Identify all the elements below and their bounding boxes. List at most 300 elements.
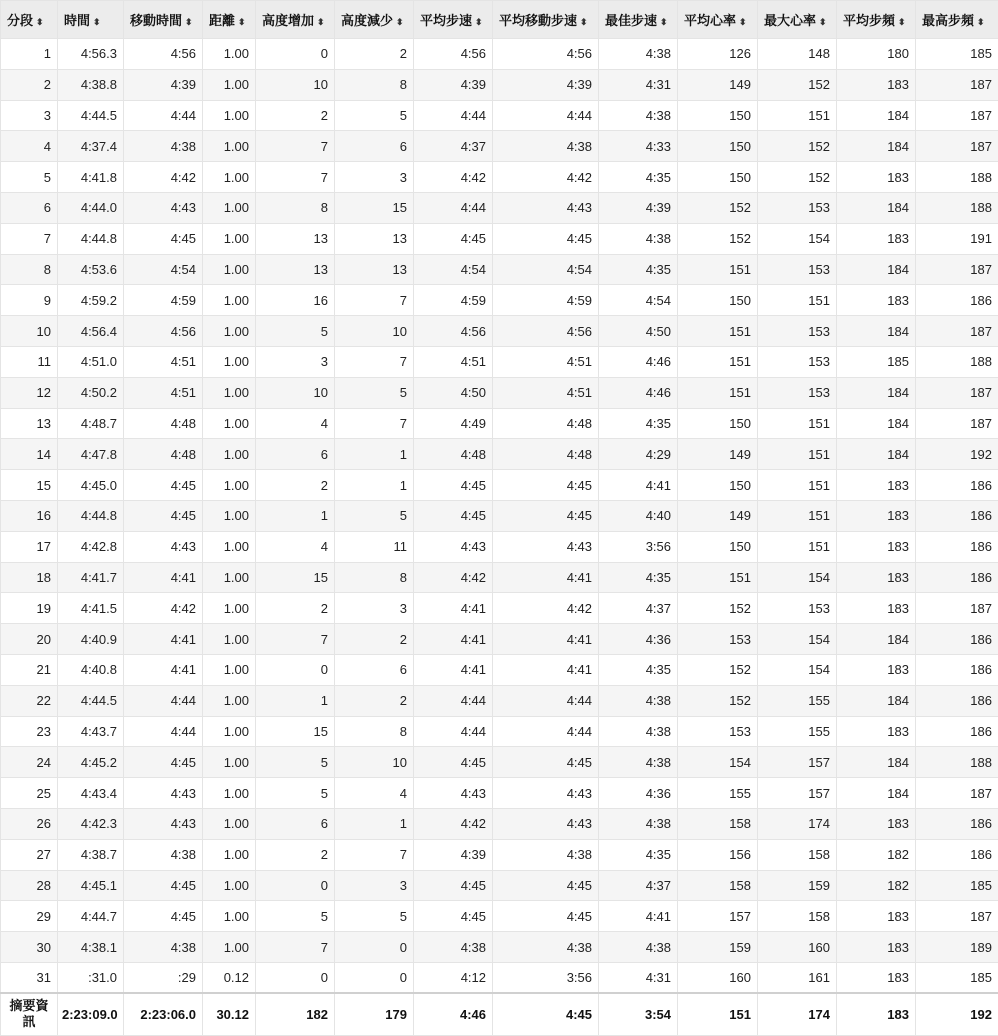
table-cell: 4:37: [599, 870, 678, 901]
table-cell: 1.00: [203, 100, 256, 131]
table-cell: 4:44: [414, 100, 493, 131]
table-cell: 15: [256, 716, 335, 747]
table-cell: 155: [758, 685, 837, 716]
table-cell: 160: [758, 932, 837, 963]
sort-arrows-icon[interactable]: ⬍: [36, 17, 44, 27]
table-cell: 174: [758, 808, 837, 839]
table-cell: 150: [678, 100, 758, 131]
table-cell: 10: [256, 377, 335, 408]
table-cell: 189: [916, 932, 998, 963]
table-cell: 17: [1, 531, 58, 562]
table-cell: 157: [758, 778, 837, 809]
table-cell: 151: [678, 377, 758, 408]
table-cell: 4:54: [599, 285, 678, 316]
table-cell: 4:41: [414, 624, 493, 655]
column-header-2[interactable]: [124, 1, 203, 39]
table-cell: 4:54: [124, 254, 203, 285]
summary-cell: 3:54: [599, 993, 678, 1035]
table-cell: 4:41: [124, 624, 203, 655]
table-cell: 5: [256, 747, 335, 778]
table-cell: 16: [1, 500, 58, 531]
table-cell: 183: [837, 808, 916, 839]
table-cell: 6: [335, 654, 414, 685]
table-cell: 3:56: [599, 531, 678, 562]
table-cell: 158: [678, 870, 758, 901]
column-header-label: 分段: [7, 13, 34, 28]
summary-row: [1, 993, 998, 1035]
table-cell: 151: [678, 254, 758, 285]
table-cell: 4:45: [124, 870, 203, 901]
table-cell: 183: [837, 932, 916, 963]
sort-arrows-icon[interactable]: ⬍: [660, 17, 668, 27]
table-cell: 153: [678, 624, 758, 655]
table-cell: 4:43: [414, 778, 493, 809]
table-cell: 4:38: [124, 932, 203, 963]
sort-arrows-icon[interactable]: ⬍: [185, 17, 193, 27]
table-cell: 4:56.3: [58, 39, 124, 70]
table-cell: 1.00: [203, 778, 256, 809]
table-row: [1, 685, 998, 716]
table-cell: 150: [678, 531, 758, 562]
table-cell: 152: [758, 131, 837, 162]
table-cell: 4:41: [493, 654, 599, 685]
table-cell: 4:45: [124, 223, 203, 254]
table-cell: 0.12: [203, 962, 256, 993]
table-cell: 4:29: [599, 439, 678, 470]
table-cell: 187: [916, 69, 998, 100]
table-cell: 2: [335, 685, 414, 716]
table-cell: 4:56: [414, 316, 493, 347]
table-cell: 148: [758, 39, 837, 70]
table-row: [1, 162, 998, 193]
table-cell: 4:41: [414, 654, 493, 685]
table-cell: 4:47.8: [58, 439, 124, 470]
table-cell: 186: [916, 716, 998, 747]
table-cell: 4:44: [493, 100, 599, 131]
table-cell: 4:43.4: [58, 778, 124, 809]
table-cell: 182: [837, 870, 916, 901]
sort-arrows-icon[interactable]: ⬍: [475, 17, 483, 27]
table-cell: 183: [837, 470, 916, 501]
summary-cell: 174: [758, 993, 837, 1035]
column-header-label: 高度減少: [341, 13, 394, 28]
table-cell: 8: [335, 716, 414, 747]
table-cell: 187: [916, 377, 998, 408]
table-cell: 5: [335, 500, 414, 531]
table-cell: 1.00: [203, 39, 256, 70]
table-cell: 4:38: [599, 223, 678, 254]
table-row: [1, 531, 998, 562]
table-cell: 153: [758, 316, 837, 347]
table-cell: 188: [916, 747, 998, 778]
table-cell: 153: [678, 716, 758, 747]
table-cell: 152: [678, 654, 758, 685]
table-cell: 183: [837, 593, 916, 624]
table-cell: 151: [758, 285, 837, 316]
column-header-10[interactable]: [758, 1, 837, 39]
table-cell: 4:43: [493, 808, 599, 839]
table-cell: 1.00: [203, 808, 256, 839]
column-header-label: 高度增加: [262, 13, 315, 28]
table-cell: 4:42.8: [58, 531, 124, 562]
table-cell: 1.00: [203, 500, 256, 531]
table-row: [1, 624, 998, 655]
table-cell: 187: [916, 901, 998, 932]
table-cell: 4:54: [493, 254, 599, 285]
table-cell: 1.00: [203, 593, 256, 624]
table-cell: 150: [678, 408, 758, 439]
table-cell: 1.00: [203, 839, 256, 870]
table-cell: 186: [916, 685, 998, 716]
table-cell: 4:45.2: [58, 747, 124, 778]
table-cell: 7: [256, 624, 335, 655]
column-header-3[interactable]: [203, 1, 256, 39]
table-cell: 1.00: [203, 162, 256, 193]
table-cell: 1.00: [203, 192, 256, 223]
table-cell: 2: [256, 470, 335, 501]
table-cell: 1.00: [203, 69, 256, 100]
table-cell: 1.00: [203, 685, 256, 716]
table-cell: 4:46: [599, 377, 678, 408]
table-row: [1, 932, 998, 963]
table-cell: 4:56: [124, 39, 203, 70]
table-row: [1, 716, 998, 747]
summary-cell: 30.12: [203, 993, 256, 1035]
table-cell: 184: [837, 778, 916, 809]
table-cell: 4:45: [493, 747, 599, 778]
table-cell: 126: [678, 39, 758, 70]
table-cell: 151: [758, 500, 837, 531]
table-cell: 182: [837, 839, 916, 870]
table-cell: 184: [837, 131, 916, 162]
table-cell: 24: [1, 747, 58, 778]
table-cell: 1.00: [203, 408, 256, 439]
table-cell: 183: [837, 901, 916, 932]
table-cell: 4:56: [124, 316, 203, 347]
table-cell: 153: [758, 254, 837, 285]
table-cell: 4:42.3: [58, 808, 124, 839]
table-cell: 7: [335, 285, 414, 316]
table-cell: 157: [758, 747, 837, 778]
table-cell: 4:45.0: [58, 470, 124, 501]
table-cell: 186: [916, 624, 998, 655]
sort-arrows-icon[interactable]: ⬍: [898, 17, 906, 27]
table-cell: 191: [916, 223, 998, 254]
table-cell: 151: [758, 531, 837, 562]
table-cell: 0: [335, 962, 414, 993]
table-cell: 2: [256, 100, 335, 131]
table-cell: 4:44: [493, 685, 599, 716]
table-cell: 4:50: [599, 316, 678, 347]
table-cell: 1.00: [203, 316, 256, 347]
table-cell: 4:36: [599, 778, 678, 809]
table-cell: 7: [335, 839, 414, 870]
table-cell: 3: [335, 162, 414, 193]
table-cell: 1.00: [203, 346, 256, 377]
table-cell: 4:44.7: [58, 901, 124, 932]
column-header-0[interactable]: [1, 1, 58, 39]
table-cell: 159: [678, 932, 758, 963]
table-cell: 183: [837, 69, 916, 100]
column-header-label: 移動時間: [130, 13, 183, 28]
table-cell: 4:40: [599, 500, 678, 531]
table-cell: 183: [837, 962, 916, 993]
table-cell: 4:38: [599, 716, 678, 747]
table-cell: 4:45: [124, 747, 203, 778]
summary-cell: 4:46: [414, 993, 493, 1035]
table-cell: 22: [1, 685, 58, 716]
table-cell: 5: [335, 377, 414, 408]
table-cell: 7: [335, 346, 414, 377]
table-cell: 0: [256, 962, 335, 993]
table-cell: 4: [335, 778, 414, 809]
sort-arrows-icon[interactable]: ⬍: [819, 17, 827, 27]
table-cell: 7: [256, 131, 335, 162]
table-cell: 7: [1, 223, 58, 254]
table-cell: 151: [678, 346, 758, 377]
table-cell: 7: [256, 932, 335, 963]
table-cell: 4:41: [414, 593, 493, 624]
table-cell: 151: [758, 100, 837, 131]
table-cell: 153: [758, 377, 837, 408]
column-header-7[interactable]: [493, 1, 599, 39]
table-cell: 2: [256, 593, 335, 624]
table-cell: 151: [678, 316, 758, 347]
summary-cell: 2:23:09.0: [58, 993, 124, 1035]
table-cell: 4:43: [124, 778, 203, 809]
summary-label: 摘要資訊: [1, 993, 58, 1035]
table-cell: 4:44.8: [58, 223, 124, 254]
table-cell: 4:12: [414, 962, 493, 993]
table-cell: 4:59: [414, 285, 493, 316]
table-cell: 4:51: [124, 377, 203, 408]
table-cell: 12: [1, 377, 58, 408]
table-cell: 1: [335, 808, 414, 839]
table-cell: 188: [916, 192, 998, 223]
table-cell: 4:45: [414, 223, 493, 254]
table-cell: 4:35: [599, 162, 678, 193]
table-row: [1, 223, 998, 254]
table-cell: 4:54: [414, 254, 493, 285]
table-cell: 5: [335, 100, 414, 131]
table-cell: 15: [256, 562, 335, 593]
table-cell: 3: [256, 346, 335, 377]
table-row: [1, 69, 998, 100]
table-cell: 10: [1, 316, 58, 347]
table-cell: 187: [916, 131, 998, 162]
table-cell: 4:45: [124, 901, 203, 932]
table-cell: 13: [256, 223, 335, 254]
table-cell: 11: [335, 531, 414, 562]
table-cell: 11: [1, 346, 58, 377]
table-cell: 4:45.1: [58, 870, 124, 901]
table-cell: 4: [256, 531, 335, 562]
table-cell: 187: [916, 316, 998, 347]
table-cell: 4:38.7: [58, 839, 124, 870]
table-cell: 4:41: [493, 624, 599, 655]
column-header-label: 平均心率: [684, 13, 737, 28]
table-cell: 4:45: [124, 500, 203, 531]
table-cell: 13: [335, 254, 414, 285]
table-cell: 4:48: [493, 439, 599, 470]
table-cell: 4:44.8: [58, 500, 124, 531]
sort-arrows-icon[interactable]: ⬍: [317, 17, 325, 27]
table-cell: 4:39: [493, 69, 599, 100]
table-cell: 152: [678, 223, 758, 254]
table-cell: 4:56.4: [58, 316, 124, 347]
column-header-6[interactable]: [414, 1, 493, 39]
table-cell: 4:48: [493, 408, 599, 439]
table-cell: 180: [837, 39, 916, 70]
table-cell: 30: [1, 932, 58, 963]
table-cell: 1.00: [203, 624, 256, 655]
column-header-11[interactable]: [837, 1, 916, 39]
table-cell: 5: [256, 316, 335, 347]
summary-cell: 183: [837, 993, 916, 1035]
table-cell: 4:59: [124, 285, 203, 316]
table-cell: 4:51: [124, 346, 203, 377]
table-cell: 187: [916, 593, 998, 624]
table-cell: 14: [1, 439, 58, 470]
table-cell: 4:39: [124, 69, 203, 100]
table-cell: 186: [916, 839, 998, 870]
table-row: [1, 254, 998, 285]
table-cell: 160: [678, 962, 758, 993]
table-cell: 16: [256, 285, 335, 316]
table-cell: 1.00: [203, 562, 256, 593]
table-cell: 186: [916, 562, 998, 593]
table-cell: 4:39: [599, 192, 678, 223]
table-row: [1, 808, 998, 839]
table-row: [1, 901, 998, 932]
table-cell: 10: [256, 69, 335, 100]
sort-arrows-icon[interactable]: ⬍: [93, 17, 101, 27]
table-cell: 184: [837, 685, 916, 716]
column-header-9[interactable]: [678, 1, 758, 39]
table-cell: 4:51: [493, 346, 599, 377]
table-row: [1, 470, 998, 501]
table-cell: 154: [758, 223, 837, 254]
table-cell: 152: [678, 593, 758, 624]
table-cell: 4:42: [124, 593, 203, 624]
table-cell: 1: [256, 685, 335, 716]
table-cell: 4:45: [414, 747, 493, 778]
table-cell: 5: [335, 901, 414, 932]
table-cell: 4:38: [493, 131, 599, 162]
column-header-label: 最高步頻: [922, 13, 975, 28]
table-cell: 4:44: [414, 685, 493, 716]
table-cell: 4:39: [414, 839, 493, 870]
table-cell: 0: [256, 39, 335, 70]
column-header-label: 平均步速: [420, 13, 473, 28]
table-cell: 150: [678, 162, 758, 193]
sort-arrows-icon[interactable]: ⬍: [238, 17, 246, 27]
table-cell: 4:37: [414, 131, 493, 162]
column-header-12[interactable]: [916, 1, 998, 39]
sort-arrows-icon[interactable]: ⬍: [396, 17, 404, 27]
table-cell: 7: [335, 408, 414, 439]
table-cell: 4:41: [599, 901, 678, 932]
sort-arrows-icon[interactable]: ⬍: [739, 17, 747, 27]
table-cell: 1.00: [203, 901, 256, 932]
table-cell: 4:45: [493, 223, 599, 254]
table-cell: 19: [1, 593, 58, 624]
table-cell: 4:56: [493, 39, 599, 70]
table-cell: 4:38: [124, 839, 203, 870]
summary-cell: 2:23:06.0: [124, 993, 203, 1035]
table-row: [1, 100, 998, 131]
table-cell: 6: [256, 439, 335, 470]
sort-arrows-icon[interactable]: ⬍: [977, 17, 985, 27]
table-cell: 4:44: [493, 716, 599, 747]
table-row: [1, 747, 998, 778]
table-cell: 4:45: [493, 470, 599, 501]
table-cell: 4:40.8: [58, 654, 124, 685]
table-cell: 2: [335, 624, 414, 655]
table-row: [1, 131, 998, 162]
table-cell: 4:41.5: [58, 593, 124, 624]
table-cell: 1.00: [203, 716, 256, 747]
table-row: [1, 562, 998, 593]
table-cell: 4:43: [124, 192, 203, 223]
table-cell: 192: [916, 439, 998, 470]
column-header-5[interactable]: [335, 1, 414, 39]
table-cell: 4:41.8: [58, 162, 124, 193]
table-cell: 4:45: [493, 901, 599, 932]
sort-arrows-icon[interactable]: ⬍: [580, 17, 588, 27]
table-cell: 152: [758, 162, 837, 193]
table-cell: 26: [1, 808, 58, 839]
table-cell: 1.00: [203, 531, 256, 562]
column-header-1[interactable]: [58, 1, 124, 39]
table-cell: 184: [837, 100, 916, 131]
table-cell: 23: [1, 716, 58, 747]
column-header-8[interactable]: [599, 1, 678, 39]
column-header-label: 距離: [209, 13, 236, 28]
table-cell: 183: [837, 285, 916, 316]
table-cell: 155: [678, 778, 758, 809]
table-cell: 149: [678, 69, 758, 100]
table-cell: 186: [916, 808, 998, 839]
table-cell: 0: [335, 932, 414, 963]
table-cell: 4:40.9: [58, 624, 124, 655]
table-cell: 4:38.1: [58, 932, 124, 963]
summary-cell: 179: [335, 993, 414, 1035]
table-cell: 4:38: [124, 131, 203, 162]
table-cell: 4:44: [414, 192, 493, 223]
table-cell: 4:38: [599, 685, 678, 716]
table-cell: 28: [1, 870, 58, 901]
table-cell: 152: [758, 69, 837, 100]
table-cell: 4:45: [414, 470, 493, 501]
table-cell: 183: [837, 500, 916, 531]
table-cell: 183: [837, 223, 916, 254]
table-cell: 4:38: [414, 932, 493, 963]
table-cell: 4:45: [493, 870, 599, 901]
table-cell: 4:43: [414, 531, 493, 562]
table-cell: 4:38: [493, 932, 599, 963]
table-cell: 13: [335, 223, 414, 254]
table-cell: 4:42: [414, 562, 493, 593]
table-cell: 4:42: [414, 162, 493, 193]
table-cell: 1.00: [203, 470, 256, 501]
column-header-4[interactable]: [256, 1, 335, 39]
table-cell: 4:38: [599, 39, 678, 70]
table-cell: 4:43: [493, 531, 599, 562]
table-cell: 4:51: [493, 377, 599, 408]
table-cell: 4:35: [599, 254, 678, 285]
table-cell: 4:38: [599, 100, 678, 131]
